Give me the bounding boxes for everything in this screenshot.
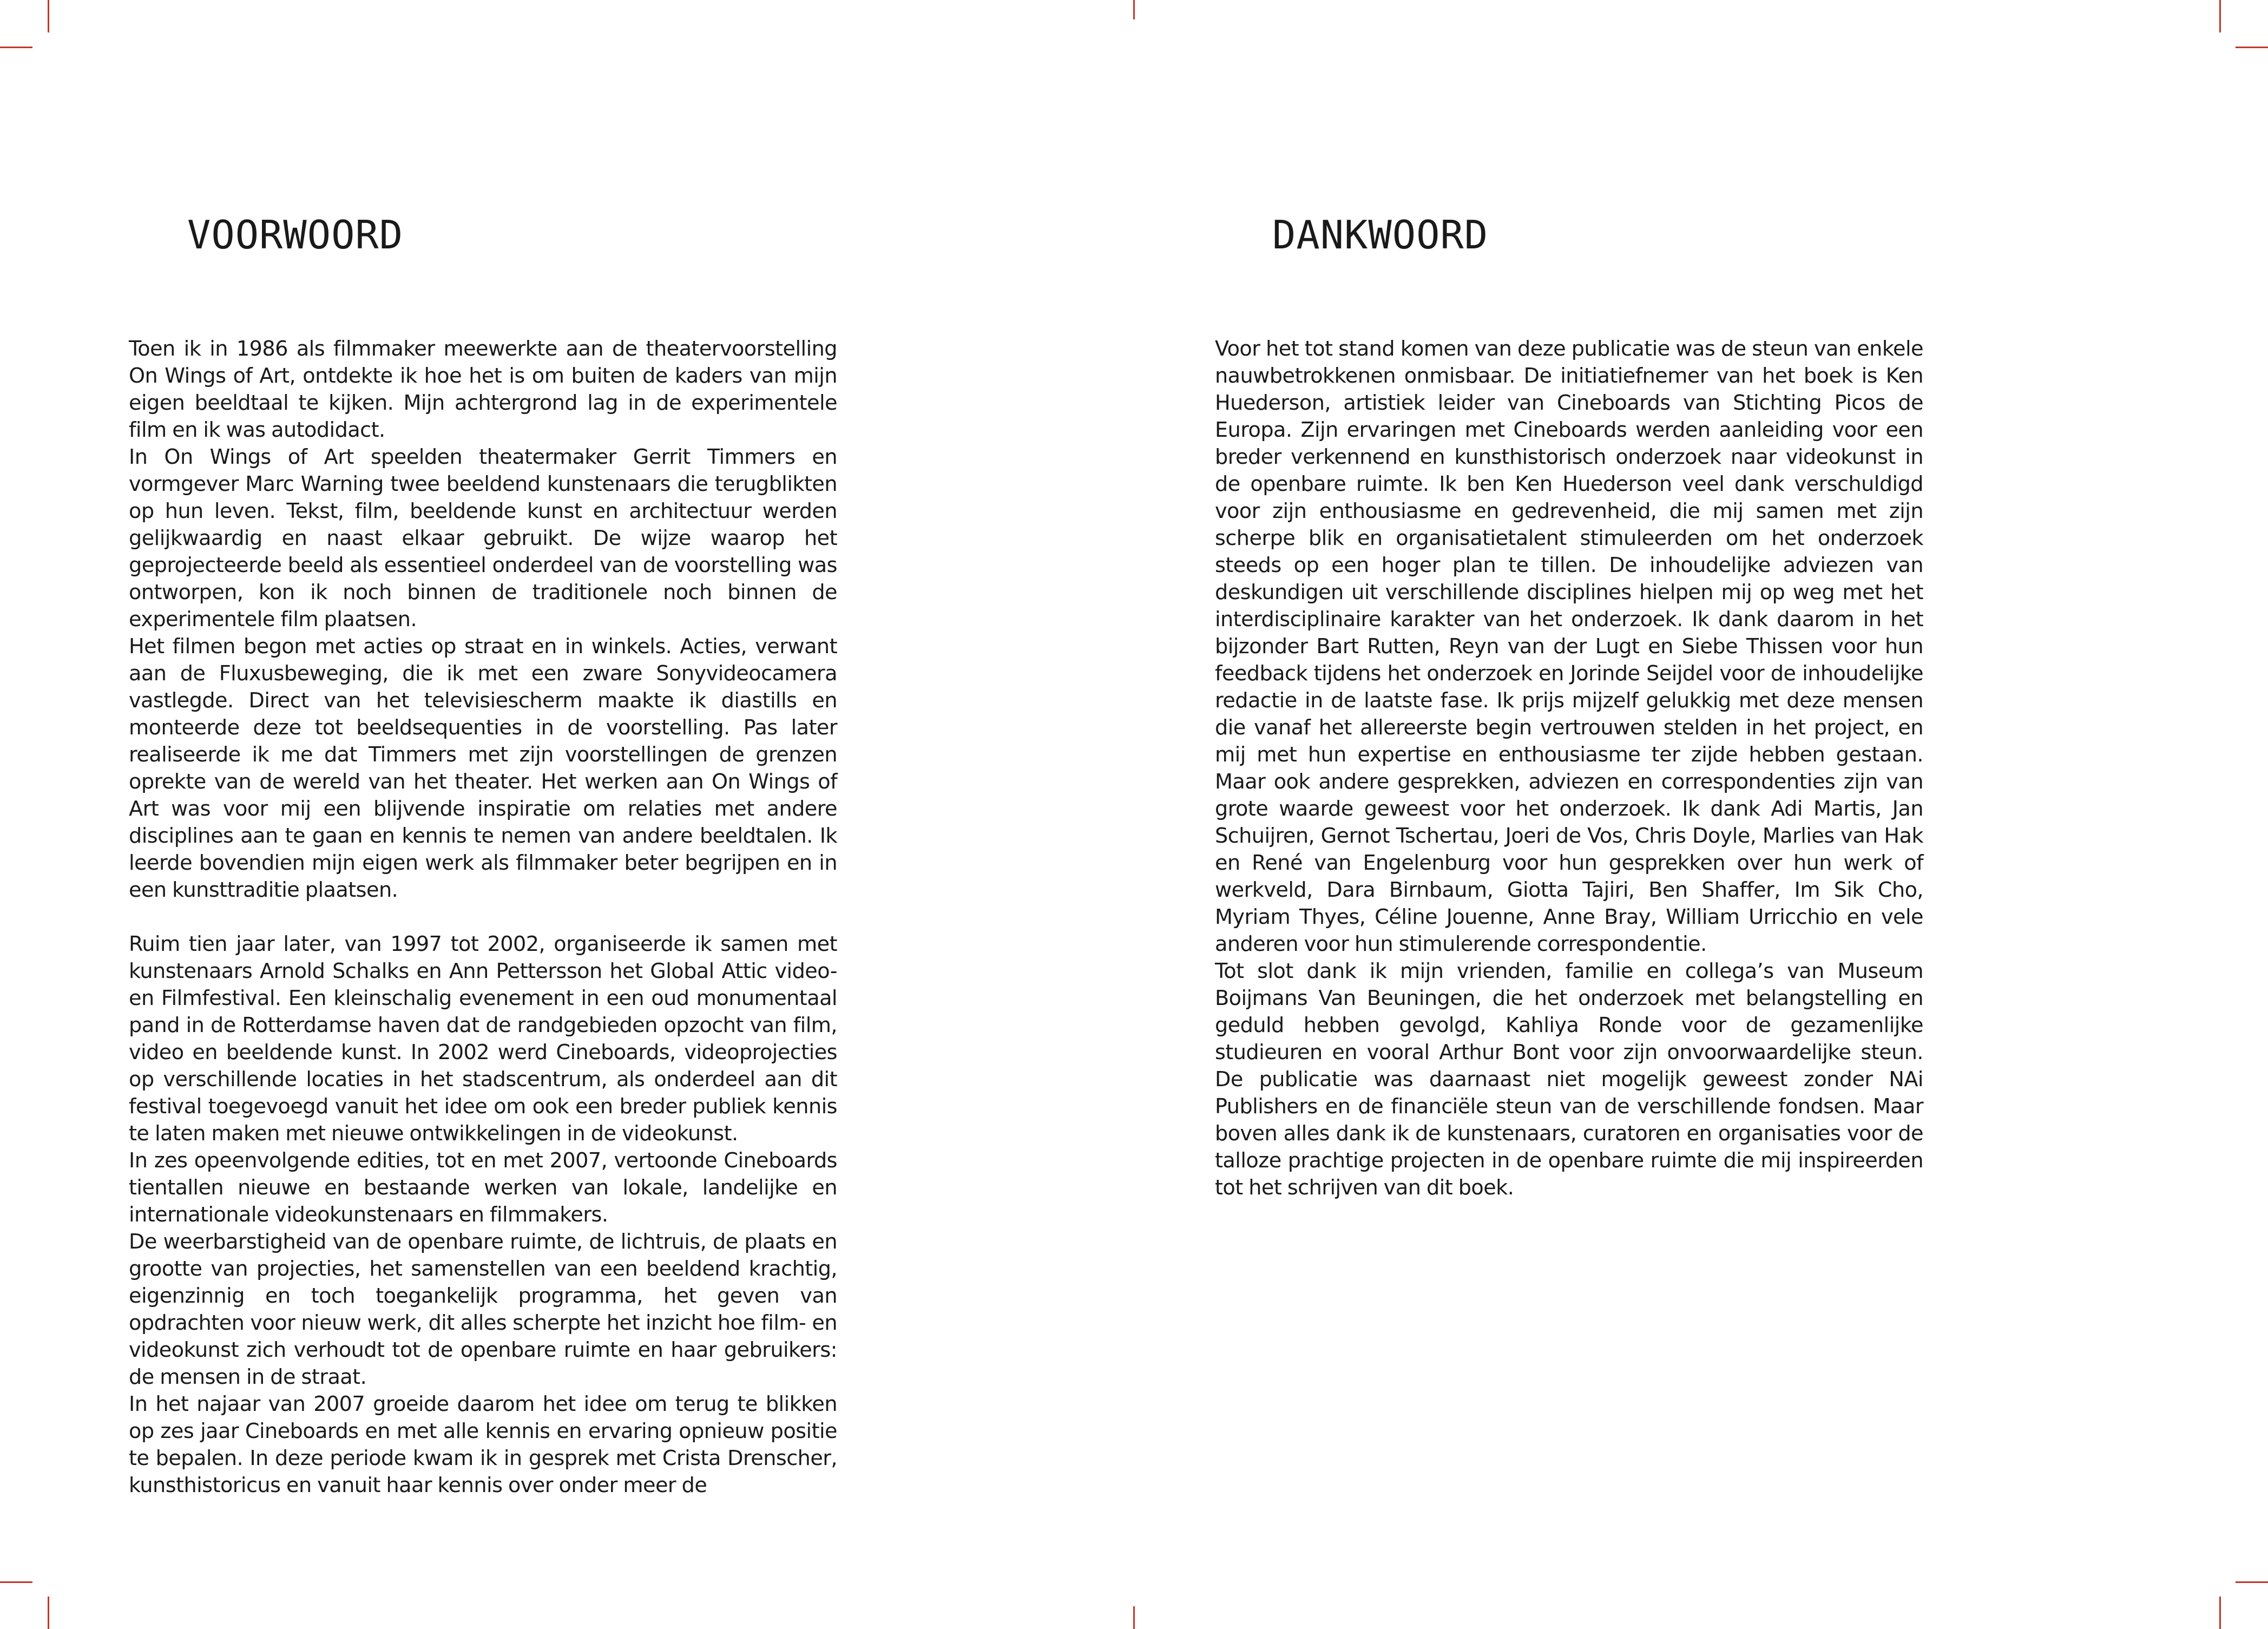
voorwoord-paragraph: Het filmen begon met acties op straat en in winkels. Acties, verwant aan de Fluxusbeweging, die ik met een zware Sonyvideocamera vastlegde. Direct van het televisiescherm maakte ik diastills en monteerde deze tot beeldsequenties in de voorstelling. Pas later realiseerde ik me dat Timmers met zijn voorstellingen de grenzen oprekte van de wereld van het theater. Het werken aan On Wings of Art was voor mij een blijvende inspiratie om relaties met andere disciplines aan te gaan en kennis te nemen van andere beeldtalen. Ik leerde bovendien mijn eigen werk als filmmaker beter begrijpen en in een kunsttraditie plaatsen.	[129, 635, 837, 902]
voorwoord-title: VOORWOORD	[187, 212, 404, 258]
dankwoord-body	[1215, 336, 1923, 1201]
dankwoord-paragraph: Tot slot dank ik mijn vrienden, familie en collega’s van Museum Boijmans Van Beuningen, die het onderzoek met belangstelling en geduld hebben gevolgd, Kahliya Ronde voor de gezamenlijke studieuren en vooral Arthur Bont voor zijn onvoorwaardelijke steun. De publicatie was daarnaast niet mogelijk geweest zonder NAi Publishers en de financiële steun van de verschillende fondsen. Maar boven alles dank ik de kunstenaars, curatoren en organisaties voor de talloze prachtige projecten in de openbare ruimte die mij inspireerden tot het schrijven van dit boek.	[1215, 960, 1923, 1200]
voorwoord-paragraph: In On Wings of Art speelden theatermaker Gerrit Timmers en vormgever Marc Warning twee beeldend kunstenaars die terugblikten op hun leven. Tekst, film, beeldende kunst en architectuur werden gelijkwaardig en naast elkaar gebruikt. De wijze waarop het geprojecteerde beeld als essentieel onderdeel van de voorstelling was ontworpen, kon ik noch binnen de traditionele noch binnen de experimentele film plaatsen.	[129, 445, 837, 632]
crop-mark-top-left-horizontal	[0, 47, 32, 48]
voorwoord-paragraph: In zes opeenvolgende edities, tot en met 2007, vertoonde Cineboards tientallen nieuwe en bestaande werken van lokale, landelijke en internationale videokunstenaars en filmmakers.	[129, 1149, 837, 1227]
crop-mark-top-left	[48, 0, 49, 32]
dankwoord-title: DANKWOORD	[1272, 212, 1489, 258]
voorwoord-paragraph: De weerbarstigheid van de openbare ruimte, de lichtruis, de plaats en grootte van projecties, het samenstellen van een beeldend krachtig, eigenzinnig en toch toegankelijk programma, het geven van opdrachten voor nieuw werk, dit alles scherpte het inzicht hoe film- en videokunst zich verhoudt tot de openbare ruimte en haar gebruikers: de mensen in de straat.	[129, 1230, 837, 1389]
crop-mark-bottom-right-horizontal	[2236, 1581, 2268, 1583]
voorwoord-paragraph: In het najaar van 2007 groeide daarom het idee om terug te blikken op zes jaar Cineboards en met alle kennis en ervaring opnieuw positie te bepalen. In deze periode kwam ik in gesprek met Crista Drenscher, kunsthistoricus en vanuit haar kennis over onder meer de	[129, 1392, 837, 1497]
crop-mark-bottom-center	[1133, 1606, 1135, 1629]
crop-mark-top-right	[2219, 0, 2221, 32]
crop-mark-bottom-left-horizontal	[0, 1581, 32, 1583]
voorwoord-body	[129, 336, 837, 1499]
dankwoord-paragraph: Voor het tot stand komen van deze publicatie was de steun van enkele nauwbetrokkenen onmisbaar. De initiatiefnemer van het boek is Ken Huederson, artistiek leider van Cineboards van Stichting Picos de Europa. Zijn ervaringen met Cineboards werden aanleiding voor een breder verkennend en kunsthistorisch onderzoek naar videokunst in de openbare ruimte. Ik ben Ken Huederson veel dank verschuldigd voor zijn enthousiasme en gedrevenheid, die mij samen met zijn scherpe blik en organisatietalent stimuleerden om het onderzoek steeds op een hoger plan te tillen. De inhoudelijke adviezen van deskundigen uit verschillende disciplines hielpen mij op weg met het interdisciplinaire karakter van het onderzoek. Ik dank daarom in het bijzonder Bart Rutten, Reyn van der Lugt en Siebe Thissen voor hun feedback tijdens het onderzoek en Jorinde Seijdel voor de inhoudelijke redactie in de laatste fase. Ik prijs mijzelf gelukkig met deze mensen die vanaf het allereerste begin vertrouwen stelden in het project, en mij met hun expertise en enthousiasme ter zijde hebben gestaan. Maar ook andere gesprekken, adviezen en correspondenties zijn van grote waarde geweest voor het onderzoek. Ik dank Adi Martis, Jan Schuijren, Gernot Tschertau, Joeri de Vos, Chris Doyle, Marlies van Hak en René van Engelenburg voor hun gesprekken over hun werk of werkveld, Dara Birnbaum, Giotta Tajiri, Ben Shaffer, Im Sik Cho, Myriam Thyes, Céline Jouenne, Anne Bray, William Urricchio en vele anderen voor hun stimulerende correspondentie.	[1215, 337, 1923, 956]
crop-mark-top-center	[1133, 0, 1135, 19]
crop-mark-top-right-horizontal	[2236, 47, 2268, 48]
voorwoord-paragraph: Toen ik in 1986 als filmmaker meewerkte aan de theatervoorstelling On Wings of Art, ontdekte ik hoe het is om buiten de kaders van mijn eigen beeldtaal te kijken. Mijn achtergrond lag in de experimentele film en ik was autodidact.	[129, 337, 837, 442]
crop-mark-bottom-left	[48, 1597, 49, 1629]
voorwoord-paragraph: Ruim tien jaar later, van 1997 tot 2002, organiseerde ik samen met kunstenaars Arnold Schalks en Ann Pettersson het Global Attic video- en Filmfestival. Een kleinschalig evenement in een oud monumentaal pand in de Rotterdamse haven dat de randgebieden opzocht van film, video en beeldende kunst. In 2002 werd Cineboards, videoprojecties op verschillende locaties in het stadscentrum, als onderdeel aan dit festival toegevoegd vanuit het idee om ook een breder publiek kennis te laten maken met nieuwe ontwikkelingen in de videokunst.	[129, 932, 837, 1146]
crop-mark-bottom-right	[2219, 1597, 2221, 1629]
